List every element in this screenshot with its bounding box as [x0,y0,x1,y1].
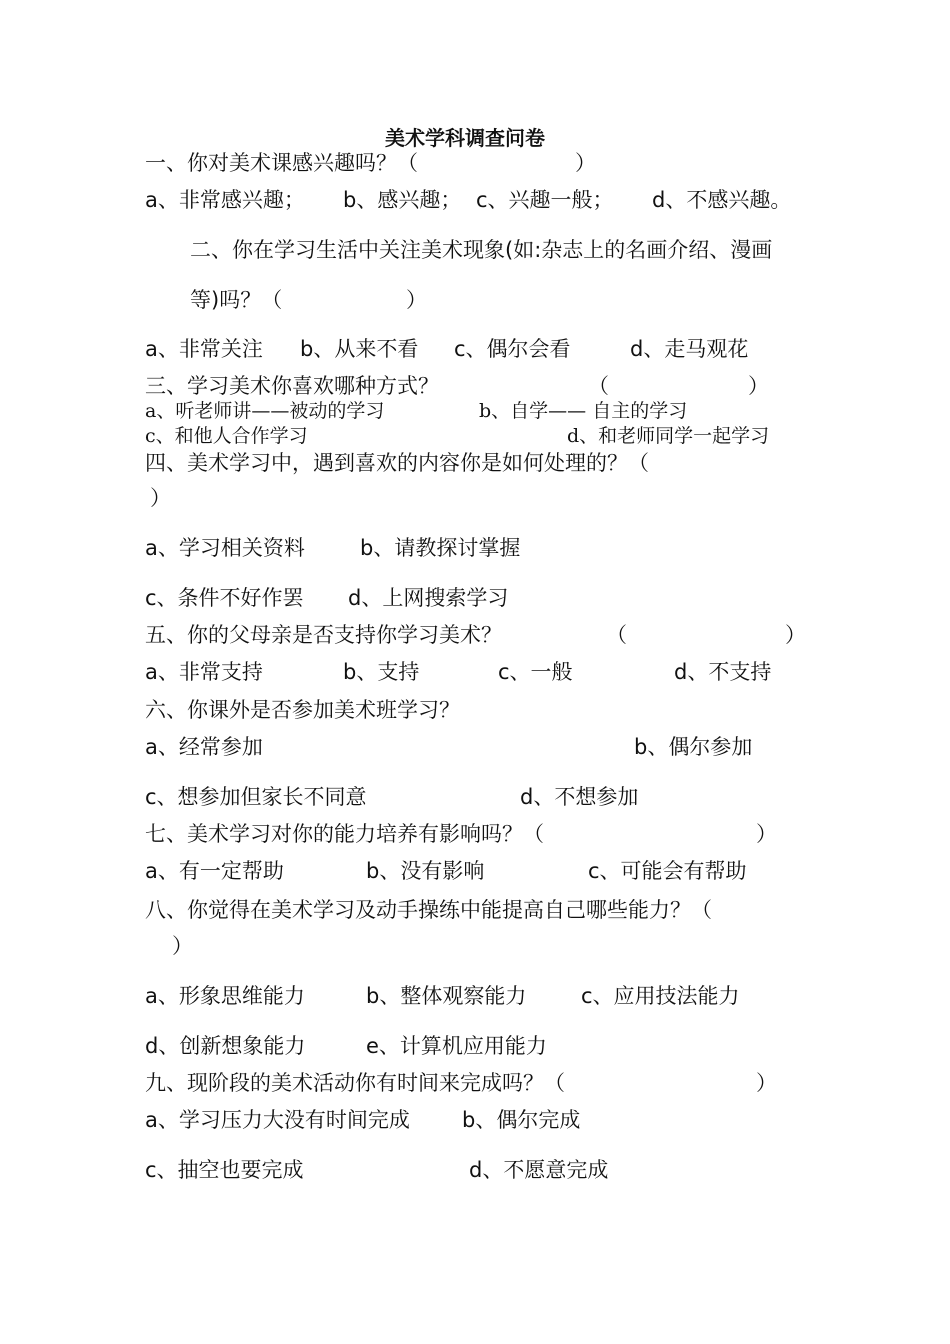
q7-option-c: c、可能会有帮助 [588,859,747,883]
q5-option-a: a、非常支持 [145,660,263,684]
q4-option-b: b、请教探讨掌握 [360,536,521,560]
question-3-open: （ [588,374,609,398]
question-9: 九、现阶段的美术活动你有时间来完成吗？（ [145,1071,565,1095]
q4-option-a: a、学习相关资料 [145,536,305,560]
q7-option-a: a、有一定帮助 [145,859,284,883]
q3-option-c: c、和他人合作学习 [145,425,308,447]
q9-option-a: a、学习压力大没有时间完成 [145,1108,410,1132]
q2-option-d: d、走马观花 [630,337,749,361]
question-2-line1: 二、你在学习生活中关注美术现象(如:杂志上的名画介绍、漫画 [190,238,773,262]
q5-option-b: b、支持 [343,660,420,684]
q2-option-b: b、从来不看 [300,337,419,361]
q6-option-c: c、想参加但家长不同意 [145,785,367,809]
q9-option-c: c、抽空也要完成 [145,1158,304,1182]
q3-option-a: a、听老师讲——被动的学习 [145,400,385,422]
q8-option-a: a、形象思维能力 [145,984,305,1008]
q1-option-b: b、感兴趣； [343,188,462,212]
question-5-close: ） [785,623,806,647]
q8-option-b: b、整体观察能力 [366,984,527,1008]
q6-option-b: b、偶尔参加 [634,735,753,759]
question-7: 七、美术学习对你的能力培养有影响吗？（ [145,822,544,846]
q9-option-d: d、不愿意完成 [469,1158,609,1182]
question-9-close: ） [756,1071,777,1095]
question-2-close: ） [406,288,427,312]
q3-option-d: d、和老师同学一起学习 [567,425,770,447]
q8-option-c: c、应用技法能力 [581,984,740,1008]
q5-option-d: d、不支持 [674,660,772,684]
question-3: 三、学习美术你喜欢哪种方式？ [145,374,439,398]
q9-option-b: b、偶尔完成 [462,1108,581,1132]
question-1-close: ） [575,151,596,175]
question-8-close: ） [172,934,193,958]
q3-option-b: b、自学—— 自主的学习 [479,400,688,422]
q8-option-e: e、计算机应用能力 [366,1034,547,1058]
question-6: 六、你课外是否参加美术班学习？ [145,698,460,722]
question-4: 四、美术学习中，遇到喜欢的内容你是如何处理的？（ [145,451,649,475]
q6-option-a: a、经常参加 [145,735,263,759]
q7-option-b: b、没有影响 [366,859,485,883]
q1-option-d: d、不感兴趣。 [652,188,792,212]
q6-option-d: d、不想参加 [520,785,639,809]
question-5: 五、你的父母亲是否支持你学习美术？ [145,623,502,647]
q2-option-c: c、偶尔会看 [454,337,571,361]
q5-option-c: c、一般 [498,660,573,684]
document-title: 美术学科调查问卷 [385,126,545,150]
question-4-close: ） [150,486,171,510]
q1-option-c: c、兴趣一般； [476,188,614,212]
q8-option-d: d、创新想象能力 [145,1034,306,1058]
question-7-close: ） [756,822,777,846]
q4-option-d: d、上网搜索学习 [348,586,509,610]
question-8: 八、你觉得在美术学习及动手操练中能提高自己哪些能力？（ [145,898,712,922]
q1-option-a: a、非常感兴趣； [145,188,305,212]
question-1: 一、你对美术课感兴趣吗？（ [145,151,418,175]
question-3-close: ） [748,374,769,398]
q2-option-a: a、非常关注 [145,337,263,361]
q4-option-c: c、条件不好作罢 [145,586,304,610]
question-5-open: （ [606,623,627,647]
question-2-line2: 等)吗？（ [190,288,283,312]
